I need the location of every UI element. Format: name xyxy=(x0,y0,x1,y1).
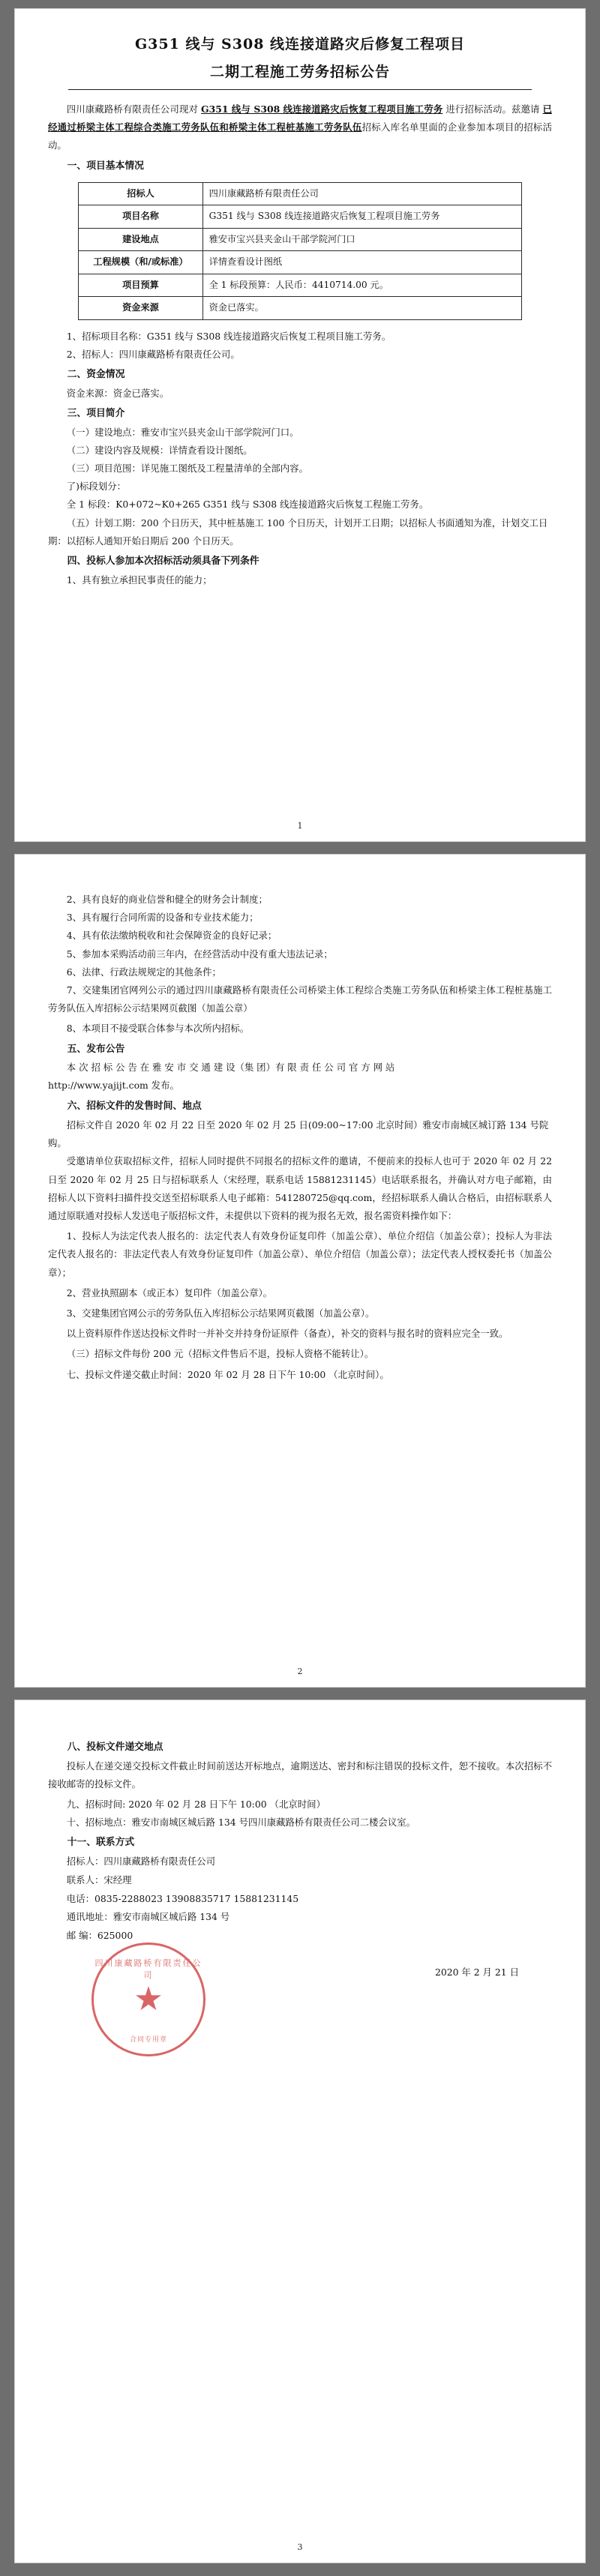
table-key: 建设地点 xyxy=(79,228,202,251)
intro-part-3: 招标入库名单里面的企业参加本项目的招标活动。 xyxy=(48,121,553,151)
section-heading-funds: 二、资金情况 xyxy=(67,369,125,381)
rules-paragraph: 1、投标人为法定代表人报名的：法定代表人有效身份证复印件（加盖公章）、单位介绍信（加盖公章）；投标人为非法定代表人报名的：非法定代表人有效身份证复印件（加盖公章）、单位介绍信（加盖公章）；法定代表人授权委托书（加盖公章）； xyxy=(48,1230,552,1278)
list-item: 7、交建集团官网列公示的通过四川康藏路桥有限责任公司桥梁主体工程综合类施工劳务队伍和桥梁主体工程桩基施工劳务队伍入库招标公示结果网页截图（加盖公章） xyxy=(48,984,552,1014)
doc-title-line-2: 二期工程施工劳务招标公告 xyxy=(209,64,390,81)
announcement-website-paragraph xyxy=(48,1059,552,1095)
announcement-prefix: 本 次 招 标 公 告 在 雅 安 市 交 通 建 设（集 团）有 限 责 任 公 司 官 方 网 站 xyxy=(66,1062,395,1074)
list-item: 全 1 标段：K0+072~K0+265 G351 线与 S308 线连接道路灾后恢复工程施工劳务。 xyxy=(66,499,429,511)
intro-part-1: 四川康藏路桥有限责任公司现对 xyxy=(66,103,202,115)
list-item: 4、具有依法缴纳税收和社会保障资金的良好记录； xyxy=(66,930,278,942)
table-key: 项目名称 xyxy=(79,205,202,229)
document-page-2 xyxy=(15,855,585,1687)
table-key: 资金来源 xyxy=(79,297,202,320)
table-key: 招标人 xyxy=(79,182,202,205)
document-page-3 xyxy=(15,1700,585,2563)
table-value: 资金已落实。 xyxy=(202,297,521,320)
rules-paragraph: 2、营业执照副本（或正本）复印件（加盖公章）。 xyxy=(66,1287,273,1298)
doc-title-line-1: G351 线与 S308 线连接道路灾后修复工程项目 xyxy=(134,36,466,52)
rules-paragraph: （三）招标文件每份 200 元（招标文件售后不退，投标人资格不能转让）。 xyxy=(66,1348,374,1360)
list-item: 2、招标人：四川康藏路桥有限责任公司。 xyxy=(66,349,240,361)
table-row xyxy=(79,182,521,205)
table-value: 详情查看设计图纸 xyxy=(202,251,521,274)
list-item: 1、具有独立承担民事责任的能力； xyxy=(66,574,212,586)
contact-line: 通讯地址：雅安市南城区城后路 134 号 xyxy=(66,1911,230,1923)
list-item: 8、本项目不接受联合体参与本次所内招标。 xyxy=(66,1023,250,1035)
table-row xyxy=(79,274,521,297)
list-item: 5、参加本采购活动前三年内，在经营活动中没有重大违法记录； xyxy=(66,948,333,960)
list-item: （五）计划工期：200 个日历天，其中桩基施工 100 个日历天，计划开工日期；以招标人书面通知为准，计划交工日期：以招标人通知开始日期后 200 个日历天。 xyxy=(48,517,548,547)
rules-paragraph: 3、交建集团官网公示的劳务队伍入库招标公示结果网页截图（加盖公章）。 xyxy=(66,1307,375,1319)
seal-top-text: 四川康藏路桥有限责任公司 xyxy=(94,1957,202,1980)
company-seal-icon xyxy=(92,1942,206,2056)
document-page-1 xyxy=(15,9,585,841)
list-item: 了)标段划分： xyxy=(66,481,126,493)
table-value: 四川康藏路桥有限责任公司 xyxy=(202,182,521,205)
page-number: 3 xyxy=(297,2542,303,2552)
title-divider xyxy=(68,89,532,90)
list-item: 招标文件自 2020 年 02 月 22 日至 2020 年 02 月 25 日(09:00~17:00 北京时间）雅安市南城区城订路 134 号院购。 xyxy=(48,1119,549,1149)
contact-line: 联系人：宋经理 xyxy=(66,1874,132,1886)
table-value: 全 1 标段预算：人民币：4410714.00 元。 xyxy=(202,274,521,297)
contact-line: 招标人：四川康藏路桥有限责任公司 xyxy=(66,1855,216,1867)
seal-star-icon: ★ xyxy=(134,1979,164,2018)
table-row xyxy=(79,228,521,251)
table-row xyxy=(79,251,521,274)
rules-paragraph: 以上资料原件作送达投标文件时一并补交并持身份证原件（备查），补交的资料与报名时的资料应完全一致。 xyxy=(66,1328,508,1340)
intro-paragraph xyxy=(48,100,552,155)
list-item: 九、招标时间: 2020 年 02 月 28 日下午 10:00 （北京时间） xyxy=(66,1798,326,1810)
table-value: G351 线与 S308 线连接道路灾后恢复工程项目施工劳务 xyxy=(202,205,521,229)
table-row xyxy=(79,297,521,320)
intro-highlight-2: 已经通过桥梁主体工程综合类施工劳务队伍和桥梁主体工程桩基施工劳务队伍 xyxy=(48,103,552,133)
table-key: 项目预算 xyxy=(79,274,202,297)
section-heading-contact: 十一、联系方式 xyxy=(67,1837,135,1849)
section-heading-announcement: 五、发布公告 xyxy=(67,1043,125,1055)
list-item: 资金来源：资金已落实。 xyxy=(66,387,170,399)
announcement-url[interactable]: http://www.yajijt.com 发布。 xyxy=(48,1080,179,1092)
section-heading-submission-location: 八、投标文件递交地点 xyxy=(67,1742,164,1753)
list-item: 6、法律、行政法规规定的其他条件； xyxy=(66,966,221,978)
intro-part-2: 进行招标活动。兹邀请 xyxy=(442,103,543,115)
list-item: 十、招标地点：雅安市南城区城后路 134 号四川康藏路桥有限责任公司二楼会议室。 xyxy=(66,1817,416,1829)
section-heading-basic-info: 一、项目基本情况 xyxy=(67,160,144,172)
list-item: 1、招标项目名称：G351 线与 S308 线连接道路灾后恢复工程项目施工劳务。 xyxy=(66,330,392,342)
list-item: （二）建设内容及规模：详情查看设计图纸。 xyxy=(66,444,253,456)
table-value: 雅安市宝兴县夹金山干部学院河门口 xyxy=(202,228,521,251)
rules-paragraph: 受邀请单位获取招标文件，招标人同时提供不同报名的招标文件的邀请，不便前来的投标人也可于 2020 年 02 月 22 日至 2020 年 02 月 25 日与招标联系人（宋经理，联系电话 15881231145）电话联系报名，并确认对方电子邮箱，由招标人以下资料扫描件投交送至招标联系人电子邮箱：541280725@qq.com，经招标联系人确认合格后，由招标联系人通过原联通对投标人发送电子版招标文件，未提供以下资料的视为报名无效，报名需资料操作如下： xyxy=(48,1155,552,1221)
list-item: （一）建设地点：雅安市宝兴县夹金山干部学院河门口。 xyxy=(66,426,299,438)
signature-date: 2020 年 2 月 21 日 xyxy=(434,1966,519,1978)
seal-bottom-text: 合同专用章 xyxy=(129,2035,167,2044)
submission-paragraph: 投标人在递交递交投标文件截止时间前送达开标地点，逾期送达、密封和标注错误的投标文件，恕不接收。本次招标不接收邮寄的投标文件。 xyxy=(48,1760,552,1790)
project-info-table xyxy=(78,182,521,320)
table-row xyxy=(79,205,521,229)
section-heading-sale: 六、招标文件的发售时间、地点 xyxy=(67,1101,202,1113)
contact-line: 电话：0835-2288023 13908835717 15881231145 xyxy=(66,1892,299,1904)
list-item: （三）项目范围：详见施工图纸及工程量清单的全部内容。 xyxy=(66,463,308,475)
section-heading-project-brief: 三、项目简介 xyxy=(67,408,125,420)
page-number: 2 xyxy=(297,1667,303,1676)
page-number: 1 xyxy=(297,821,303,831)
list-item: 3、具有履行合同所需的设备和专业技术能力； xyxy=(66,912,259,924)
intro-highlight-1: G351 线与 S308 线连接道路灾后恢复工程项目施工劳务 xyxy=(201,103,443,115)
section-heading-qualifications: 四、投标人参加本次招标活动须具备下列条件 xyxy=(67,556,260,567)
document-pages xyxy=(0,9,600,2563)
rules-paragraph: 七、投标文件递交截止时间：2020 年 02 月 28 日下午 10:00 （北京时间）。 xyxy=(66,1368,389,1380)
table-key: 工程规模（和/或标准） xyxy=(79,251,202,274)
contact-line: 邮 编：625000 xyxy=(66,1930,134,1942)
list-item: 2、具有良好的商业信誉和健全的财务会计制度； xyxy=(66,894,268,905)
